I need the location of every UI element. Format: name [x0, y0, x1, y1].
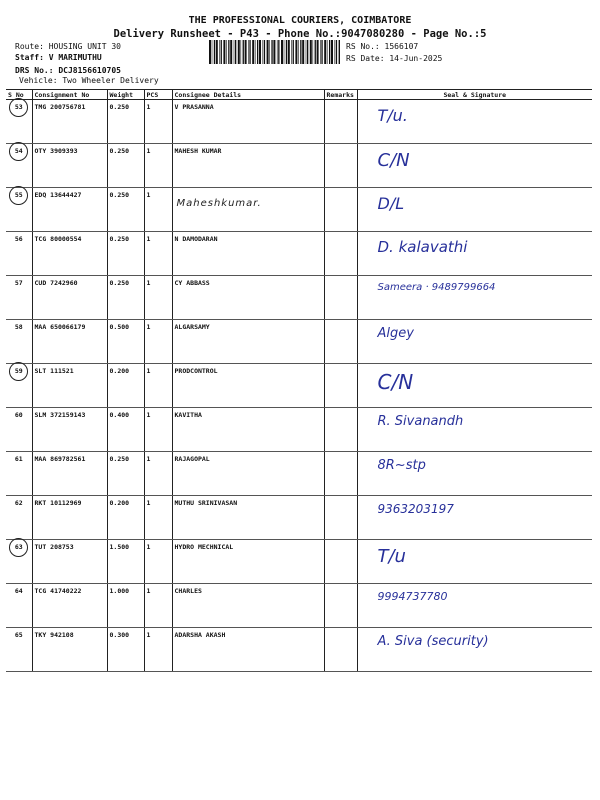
- barcode-bar: [336, 40, 337, 64]
- barcode-bar: [221, 40, 222, 64]
- cell-consignee: [172, 276, 324, 320]
- cell-signature: [357, 452, 592, 496]
- cell-signature: [357, 188, 592, 232]
- cell-sno: [6, 496, 32, 540]
- sno-text: 62: [14, 499, 23, 507]
- cell-pcs: 1: [144, 144, 172, 188]
- barcode-bar: [331, 40, 333, 64]
- barcode-bar: [216, 40, 218, 64]
- barcode-bar: [335, 40, 336, 64]
- cell-signature: [357, 628, 592, 672]
- cell-signature: [357, 496, 592, 540]
- barcode-bar: [255, 40, 256, 64]
- cell-sno: [6, 144, 32, 188]
- sno-text: 57: [14, 279, 23, 287]
- cell-remarks: [324, 628, 357, 672]
- cell-weight: 0.200: [107, 496, 144, 540]
- cell-sno: [6, 364, 32, 408]
- consignee-name: CHARLES: [174, 587, 202, 595]
- barcode-bar: [228, 40, 229, 64]
- cell-sno: [6, 188, 32, 232]
- drs-number: DRS No.: DCJ8156610705: [15, 66, 121, 75]
- cell-weight: 1.000: [107, 584, 144, 628]
- circled-sno: 55: [9, 186, 28, 205]
- barcode-bar: [307, 40, 308, 64]
- cell-consignee: [172, 144, 324, 188]
- barcode-bar: [277, 40, 278, 64]
- cell-remarks: [324, 276, 357, 320]
- consignee-name: ALGARSAMY: [174, 323, 210, 331]
- barcode-bar: [245, 40, 247, 64]
- barcode-bar: [286, 40, 287, 64]
- sno-text: 64: [14, 587, 23, 595]
- cell-remarks: [324, 144, 357, 188]
- cell-pcs: 1: [144, 276, 172, 320]
- cell-weight: 0.250: [107, 100, 144, 144]
- company-title: THE PROFESSIONAL COURIERS, COIMBATORE: [188, 15, 412, 26]
- cell-consignee: [172, 232, 324, 276]
- barcode-bar: [324, 40, 326, 64]
- cell-signature: [357, 320, 592, 364]
- cell-sno: [6, 584, 32, 628]
- handwritten-signature: 8R~stp: [377, 458, 426, 473]
- rs-number: RS No.: 1566107: [346, 42, 419, 51]
- cell-consignment: TUT 208753: [32, 540, 107, 584]
- table-row: [6, 496, 592, 540]
- cell-sno: [6, 540, 32, 584]
- cell-consignment: SLT 111521: [32, 364, 107, 408]
- cell-consignee: [172, 364, 324, 408]
- cell-consignment: EDQ 13644427: [32, 188, 107, 232]
- barcode-bar: [271, 40, 272, 64]
- cell-weight: 1.500: [107, 540, 144, 584]
- column-header-consignment: Consignment No: [32, 90, 107, 100]
- cell-consignee: [172, 628, 324, 672]
- barcode-bar: [300, 40, 301, 64]
- circled-sno: 53: [9, 98, 28, 117]
- cell-consignee: [172, 320, 324, 364]
- cell-weight: 0.400: [107, 408, 144, 452]
- circled-sno: 59: [9, 362, 28, 381]
- barcode-bar: [241, 40, 242, 64]
- cell-pcs: 1: [144, 188, 172, 232]
- barcode-bar: [320, 40, 321, 64]
- barcode-bar: [339, 40, 340, 64]
- barcode-bar: [267, 40, 269, 64]
- cell-signature: [357, 540, 592, 584]
- barcode-bar: [310, 40, 312, 64]
- handwritten-signature: C/N: [377, 150, 410, 171]
- table-row: [6, 628, 592, 672]
- cell-remarks: [324, 540, 357, 584]
- handwritten-signature: R. Sivanandh: [377, 414, 464, 429]
- handwritten-signature: D/L: [377, 194, 405, 213]
- consignee-name: ADARSHA AKASH: [174, 631, 226, 639]
- handwritten-signature: Sameera · 9489799664: [377, 282, 496, 293]
- cell-pcs: 1: [144, 540, 172, 584]
- cell-sno: [6, 408, 32, 452]
- consignee-name: CY ABBASS: [174, 279, 210, 287]
- barcode-bar: [281, 40, 283, 64]
- barcode-bar: [264, 40, 265, 64]
- cell-consignee: [172, 188, 324, 232]
- cell-pcs: 1: [144, 584, 172, 628]
- barcode-bar: [252, 40, 254, 64]
- barcode-bar: [302, 40, 304, 64]
- barcode-bar: [243, 40, 244, 64]
- sno-text: 61: [14, 455, 23, 463]
- cell-consignment: MAA 869782561: [32, 452, 107, 496]
- cell-pcs: 1: [144, 496, 172, 540]
- barcode-bar: [226, 40, 227, 64]
- cell-consignee: [172, 452, 324, 496]
- barcode-bar: [321, 40, 322, 64]
- cell-sno: [6, 452, 32, 496]
- barcode-bar: [313, 40, 314, 64]
- barcode-bar: [248, 40, 249, 64]
- handwritten-signature: 9994737780: [377, 590, 448, 603]
- cell-pcs: 1: [144, 628, 172, 672]
- cell-weight: 0.250: [107, 188, 144, 232]
- table-row: [6, 584, 592, 628]
- column-header-sno: S No: [6, 90, 32, 100]
- route-label: Route: HOUSING UNIT 30: [15, 42, 121, 51]
- staff-label: Staff: V MARIMUTHU: [15, 53, 102, 62]
- cell-sno: [6, 276, 32, 320]
- consignee-name: PRODCONTROL: [174, 367, 218, 375]
- table-row: [6, 100, 592, 144]
- cell-weight: 0.500: [107, 320, 144, 364]
- table-row: [6, 144, 592, 188]
- cell-sno: [6, 628, 32, 672]
- consignee-name: V PRASANNA: [174, 103, 214, 111]
- barcode-bar: [329, 40, 330, 64]
- cell-consignee: [172, 100, 324, 144]
- table-row: [6, 320, 592, 364]
- sno-text: 58: [14, 323, 23, 331]
- cell-pcs: 1: [144, 408, 172, 452]
- cell-consignee: [172, 408, 324, 452]
- table-row: [6, 188, 592, 232]
- barcode-bar: [315, 40, 316, 64]
- barcode-bar: [235, 40, 236, 64]
- barcode-bar: [230, 40, 232, 64]
- cell-remarks: [324, 188, 357, 232]
- sno-text: 60: [14, 411, 23, 419]
- handwritten-signature: T/u: [377, 546, 406, 567]
- column-header-remarks: Remarks: [324, 90, 357, 100]
- cell-remarks: [324, 496, 357, 540]
- cell-remarks: [324, 408, 357, 452]
- barcode-bar: [263, 40, 264, 64]
- cell-consignment: TMG 200756781: [32, 100, 107, 144]
- cell-sno: [6, 320, 32, 364]
- barcode-bar: [298, 40, 299, 64]
- cell-pcs: 1: [144, 364, 172, 408]
- cell-remarks: [324, 364, 357, 408]
- cell-consignee: [172, 496, 324, 540]
- cell-weight: 0.250: [107, 452, 144, 496]
- cell-weight: 0.250: [107, 232, 144, 276]
- cell-consignment: SLM 372159143: [32, 408, 107, 452]
- cell-signature: [357, 364, 592, 408]
- cell-pcs: 1: [144, 100, 172, 144]
- table-row: [6, 276, 592, 320]
- consignee-handwriting: Maheshkumar.: [176, 198, 262, 209]
- cell-weight: 0.300: [107, 628, 144, 672]
- cell-remarks: [324, 584, 357, 628]
- cell-signature: [357, 232, 592, 276]
- circled-sno: 54: [9, 142, 28, 161]
- handwritten-signature: Algey: [377, 326, 414, 341]
- cell-weight: 0.200: [107, 364, 144, 408]
- handwritten-signature: T/u.: [377, 106, 408, 125]
- cell-remarks: [324, 320, 357, 364]
- barcode-bar: [306, 40, 307, 64]
- cell-consignee: [172, 584, 324, 628]
- cell-remarks: [324, 100, 357, 144]
- sno-text: 56: [14, 235, 23, 243]
- barcode-bar: [212, 40, 213, 64]
- barcode-bar: [269, 40, 270, 64]
- barcode-bar: [295, 40, 297, 64]
- cell-pcs: 1: [144, 232, 172, 276]
- cell-consignment: RKT 10112969: [32, 496, 107, 540]
- cell-weight: 0.250: [107, 144, 144, 188]
- barcode-bar: [273, 40, 275, 64]
- cell-remarks: [324, 452, 357, 496]
- cell-pcs: 1: [144, 320, 172, 364]
- consignee-name: MAHESH KUMAR: [174, 147, 222, 155]
- cell-consignment: TCG 80000554: [32, 232, 107, 276]
- cell-weight: 0.250: [107, 276, 144, 320]
- runsheet-title: Delivery Runsheet - P43 - Phone No.:9047080280 - Page No.:5: [113, 28, 487, 40]
- cell-consignment: OTY 3909393: [32, 144, 107, 188]
- barcode-bar: [259, 40, 261, 64]
- handwritten-signature: 9363203197: [377, 502, 454, 516]
- barcode-bar: [234, 40, 235, 64]
- cell-remarks: [324, 232, 357, 276]
- barcode-bar: [317, 40, 319, 64]
- barcode-bar: [278, 40, 279, 64]
- barcode-bar: [249, 40, 250, 64]
- column-header-weight: Weight: [107, 90, 144, 100]
- cell-sno: [6, 232, 32, 276]
- barcode-bar: [238, 40, 240, 64]
- runsheet-table: [6, 89, 592, 672]
- barcode-bar: [327, 40, 328, 64]
- barcode-bar: [214, 40, 215, 64]
- cell-consignment: MAA 650066179: [32, 320, 107, 364]
- barcode-bar: [219, 40, 220, 64]
- cell-sno: [6, 100, 32, 144]
- table-row: [6, 540, 592, 584]
- table-header-row: [6, 90, 592, 100]
- cell-signature: [357, 100, 592, 144]
- rs-date: RS Date: 14-Jun-2025: [346, 54, 443, 63]
- barcode-bar: [257, 40, 258, 64]
- circled-sno: 63: [9, 538, 28, 557]
- table-row: [6, 232, 592, 276]
- vehicle-label: Vehicle: Two Wheeler Delivery: [19, 76, 159, 85]
- table-row: [6, 364, 592, 408]
- consignee-name: N DAMODARAN: [174, 235, 218, 243]
- column-header-seal: Seal & Signature: [357, 90, 592, 100]
- sno-text: 65: [14, 631, 23, 639]
- column-header-pcs: PCS: [144, 90, 172, 100]
- column-header-consignee: Consignee Details: [172, 90, 324, 100]
- cell-signature: [357, 584, 592, 628]
- table-row: [6, 408, 592, 452]
- cell-consignment: CUD 7242960: [32, 276, 107, 320]
- cell-consignee: [172, 540, 324, 584]
- barcode-bar: [209, 40, 211, 64]
- barcode-bar: [223, 40, 225, 64]
- cell-signature: [357, 408, 592, 452]
- barcode-bar: [293, 40, 294, 64]
- barcode-bar: [284, 40, 285, 64]
- cell-pcs: 1: [144, 452, 172, 496]
- cell-signature: [357, 144, 592, 188]
- consignee-name: RAJAGOPAL: [174, 455, 210, 463]
- barcode-image: [209, 40, 340, 64]
- table-row: [6, 452, 592, 496]
- consignee-name: HYDRO MECHNICAL: [174, 543, 234, 551]
- consignee-name: KAVITHA: [174, 411, 202, 419]
- barcode-bar: [291, 40, 292, 64]
- handwritten-signature: D. kalavathi: [377, 238, 468, 256]
- handwritten-signature: A. Siva (security): [377, 634, 489, 649]
- handwritten-signature: C/N: [377, 370, 414, 394]
- cell-signature: [357, 276, 592, 320]
- cell-consignment: TKY 942108: [32, 628, 107, 672]
- barcode-bar: [288, 40, 290, 64]
- cell-consignment: TCG 41740222: [32, 584, 107, 628]
- consignee-name: MUTHU SRINIVASAN: [174, 499, 238, 507]
